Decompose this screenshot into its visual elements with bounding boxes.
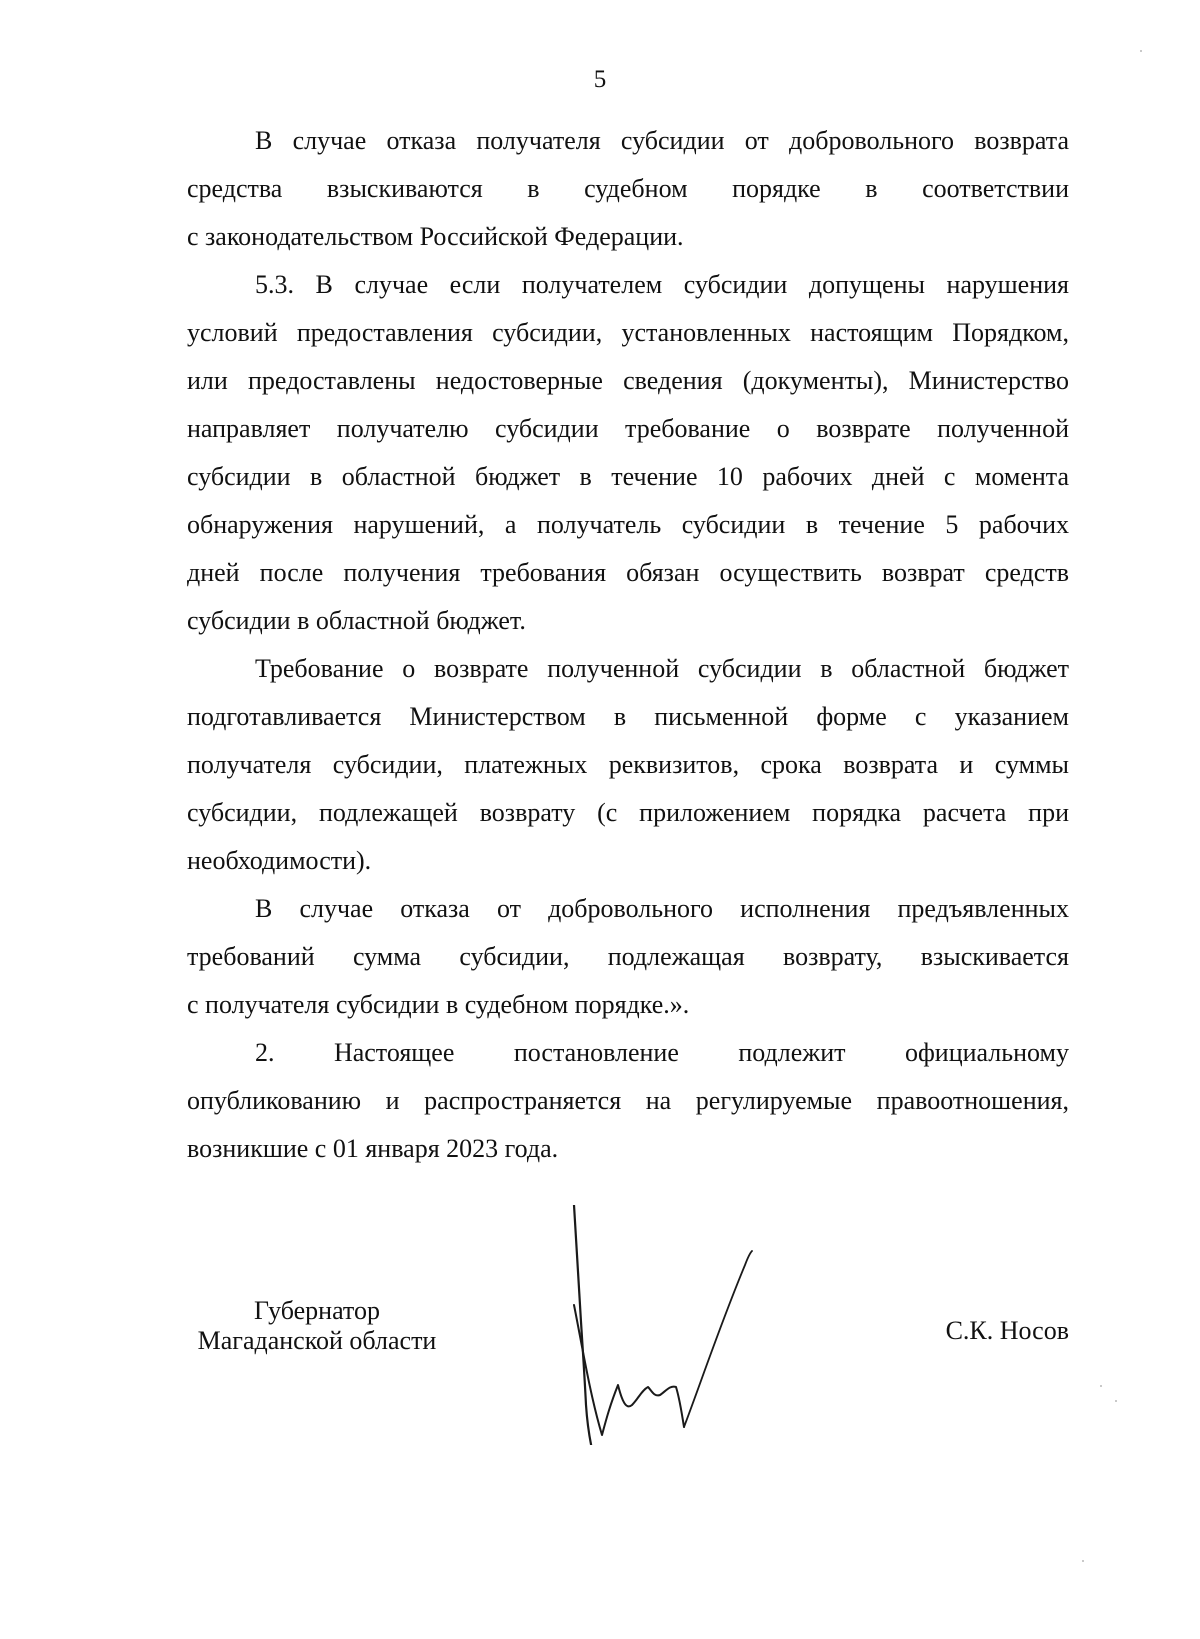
text-line: необходимости). — [187, 846, 372, 875]
text-line: возникшие с 01 января 2023 года. — [187, 1134, 559, 1163]
text-line: В случае отказа получателя субсидии от добровольного возврата — [255, 126, 1069, 155]
scan-speck — [1100, 1385, 1102, 1387]
text-line: опубликованию и распространяется на регулируемые правоотношения, — [187, 1086, 1069, 1115]
text-line: с получателя субсидии в судебном порядке.». — [187, 990, 690, 1019]
scan-speck — [1140, 50, 1142, 52]
signatory-name: С.К. Носов — [945, 1316, 1069, 1345]
text-line: субсидии, подлежащей возврату (с приложением порядка расчета при — [187, 798, 1069, 827]
text-line: Требование о возврате полученной субсидии в областной бюджет — [255, 654, 1069, 683]
text-line: субсидии в областной бюджет. — [187, 606, 526, 635]
text-line: 5.3. В случае если получателем субсидии допущены нарушения — [255, 270, 1069, 299]
text-line: с законодательством Российской Федерации. — [187, 222, 684, 251]
text-line: дней после получения требования обязан осуществить возврат средств — [187, 558, 1069, 587]
page-number: 5 — [593, 66, 607, 93]
text-line: обнаружения нарушений, а получатель субсидии в течение 5 рабочих — [187, 510, 1069, 539]
text-line: подготавливается Министерством в письменной форме с указанием — [187, 702, 1069, 731]
text-line: получателя субсидии, платежных реквизитов, срока возврата и суммы — [187, 750, 1069, 779]
document-body — [187, 117, 1069, 1173]
signatory-position-line-1: Губернатор — [254, 1296, 380, 1325]
handwritten-signature — [560, 1205, 800, 1445]
signatory-position-line-2: Магаданской области — [197, 1326, 437, 1355]
text-line: требований сумма субсидии, подлежащая возврату, взыскивается — [187, 942, 1069, 971]
scan-speck — [1115, 1400, 1117, 1402]
signatory-position — [187, 1296, 447, 1356]
text-line: 2. Настоящее постановление подлежит официальному — [255, 1038, 1069, 1067]
scan-speck — [1082, 1560, 1084, 1562]
text-line: средства взыскиваются в судебном порядке в соответствии — [187, 174, 1069, 203]
text-line: субсидии в областной бюджет в течение 10 рабочих дней с момента — [187, 462, 1069, 491]
text-line: В случае отказа от добровольного исполнения предъявленных — [255, 894, 1069, 923]
text-line: условий предоставления субсидии, установленных настоящим Порядком, — [187, 318, 1069, 347]
text-line: направляет получателю субсидии требование о возврате полученной — [187, 414, 1069, 443]
text-line: или предоставлены недостоверные сведения (документы), Министерство — [187, 366, 1069, 395]
